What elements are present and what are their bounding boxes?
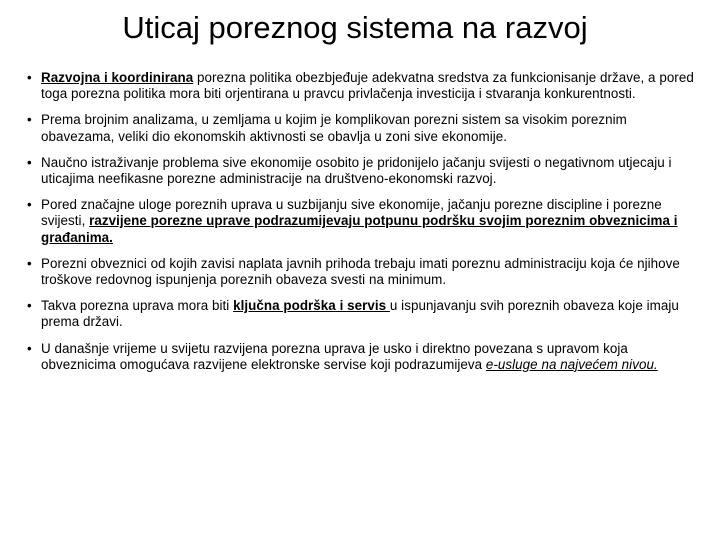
bullet-marker: •: [27, 298, 32, 314]
bullet-marker: •: [27, 70, 32, 85]
bullet-marker: •: [27, 154, 32, 170]
bullet-3-text: Naučno istraživanje problema sive ekonomije osobito je pridonijelo jačanju svijesti o negativnom utjecaju i uticajima neefikasne porezne administracije na društveno-ekonomski razvoj.: [41, 154, 672, 187]
bullet-5-text: Porezni obveznici od kojih zavisi naplata javnih prihoda trebaju imati poreznu administraciju koja će njihove troškove redovnog ispunjenja poreznih obaveza svesti na minimum.: [41, 255, 680, 288]
bullet-item-4: [24, 197, 694, 246]
bullet-marker: •: [27, 112, 32, 128]
bullet-item-3: [24, 155, 694, 187]
bullet-4-emphasis: razvijene porezne uprave podrazumijevaju potpunu podršku svojim poreznim obveznicima i građanima.: [41, 213, 678, 245]
bullet-6-emphasis: ključna podrška i servis: [233, 298, 390, 314]
bullet-item-2: [24, 112, 694, 144]
bullet-4-text: Pored značajne uloge poreznih uprava u suzbijanju sive ekonomije, jačanju porezne discipline i porezne svijesti,: [41, 197, 662, 229]
bullet-list: [24, 70, 694, 383]
bullet-7-text: U današnje vrijeme u svijetu razvijena porezna uprava je usko i direktno povezana s upravom koja obveznicima omogućava razvijene elektronske servise koji podrazumijeva: [41, 340, 628, 372]
bullet-item-7: [24, 341, 694, 373]
bullet-item-5: [24, 256, 694, 288]
bullet-6-text-before: Takva porezna uprava mora biti: [41, 298, 234, 314]
bullet-item-1: [24, 70, 694, 102]
bullet-1-lead: Razvojna i koordinirana: [41, 70, 194, 85]
bullet-marker: •: [27, 255, 32, 271]
slide-title: Uticaj poreznog sistema na razvoj: [122, 10, 588, 45]
bullet-marker: •: [27, 197, 32, 213]
bullet-1-text: porezna politika obezbjeđuje adekvatna sredstva za funkcionisanje države, a pored toga porezna politika mora biti orjentirana u pravcu privlačenja investicija i stvaranja konkurentnosti.: [41, 70, 694, 102]
bullet-6-text-after: u ispunjavanju svih poreznih obaveza koje imaju prema državi.: [41, 298, 679, 330]
bullet-item-6: [24, 298, 694, 330]
bullet-7-emphasis: e-usluge na najvećem nivou.: [485, 356, 658, 372]
bullet-marker: •: [27, 340, 32, 356]
bullet-2-text: Prema brojnim analizama, u zemljama u kojim je komplikovan porezni sistem sa visokim poreznim obavezama, veliki dio ekonomskih aktivnosti se obavlja u zoni sive ekonomije.: [41, 112, 627, 144]
